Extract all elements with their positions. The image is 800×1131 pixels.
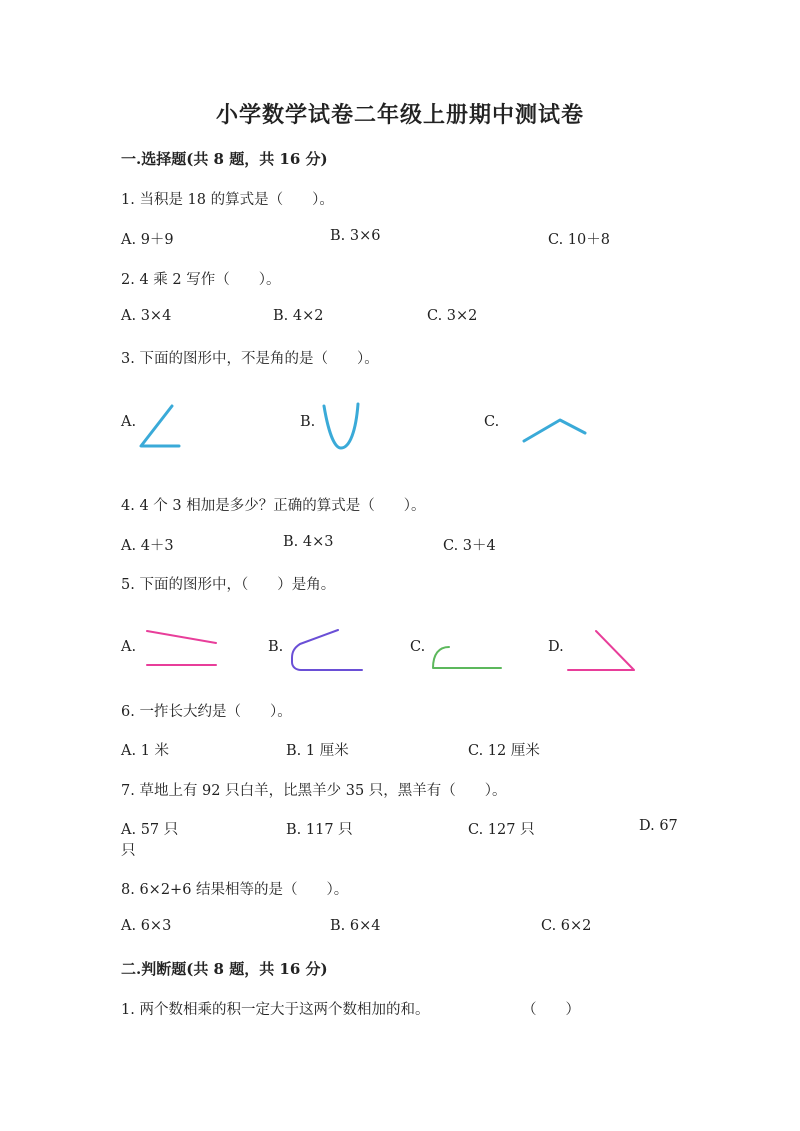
question-4-option-a: A. 4＋3 [121, 538, 174, 554]
question-3: 3. 下面的图形中，不是角的是（ ）。 [121, 351, 379, 367]
question-5-option-c: C. [410, 639, 426, 655]
page-title: 小学数学试卷二年级上册期中测试卷 [215, 102, 584, 128]
question-1: 1. 当积是 18 的算式是（ ）。 [121, 192, 334, 208]
u-curve-shape [318, 400, 368, 455]
question-3-option-a: A. [121, 414, 137, 430]
question-7-option-b: B. 117 只 [286, 822, 353, 838]
curved-corner-shape [286, 624, 368, 674]
question-6-option-c: C. 12 厘米 [468, 743, 540, 759]
question-7: 7. 草地上有 92 只白羊，比黑羊少 35 只，黑羊有（ ）。 [121, 783, 507, 799]
question-7-option-a: A. 57 只 [121, 822, 179, 838]
question-8: 8. 6×2+6 结果相等的是（ ）。 [121, 882, 349, 898]
question-4-option-b: B. 4×3 [283, 534, 334, 550]
question-1-option-b: B. 3×6 [330, 228, 381, 244]
two-lines-shape [142, 626, 224, 671]
question-2-option-c: C. 3×2 [427, 308, 478, 324]
question-2-option-b: B. 4×2 [273, 308, 324, 324]
question-7-option-c: C. 127 只 [468, 822, 535, 838]
question-2: 2. 4 乘 2 写作（ ）。 [121, 272, 281, 288]
judgement-question-1-blank: （ ） [522, 1002, 580, 1018]
question-5-option-a: A. [121, 639, 137, 655]
question-4: 4. 4 个 3 相加是多少？正确的算式是（ ）。 [121, 498, 426, 514]
question-6-option-a: A. 1 米 [121, 743, 170, 759]
open-angle-shape [518, 412, 593, 447]
question-1-option-a: A. 9＋9 [121, 232, 174, 248]
question-5-option-d: D. [548, 639, 564, 655]
question-3-option-c: C. [484, 414, 500, 430]
question-5: 5. 下面的图形中，（ ）是角。 [121, 577, 336, 593]
question-5-option-b: B. [268, 639, 284, 655]
question-7-option-d-wrap: 只 [121, 843, 136, 859]
section-heading-judgement: 二.判断题(共 8 题，共 16 分) [121, 960, 328, 978]
question-6: 6. 一拃长大约是（ ）。 [121, 704, 292, 720]
question-8-option-b: B. 6×4 [330, 918, 381, 934]
question-6-option-b: B. 1 厘米 [286, 743, 349, 759]
question-8-option-c: C. 6×2 [541, 918, 592, 934]
question-1-option-c: C. 10＋8 [548, 232, 610, 248]
question-7-option-d: D. 67 [639, 818, 678, 834]
section-heading-choice: 一.选择题(共 8 题，共 16 分) [121, 150, 328, 168]
question-3-option-b: B. [300, 414, 316, 430]
angle-shape [562, 626, 642, 676]
question-8-option-a: A. 6×3 [121, 918, 172, 934]
question-4-option-c: C. 3＋4 [443, 538, 496, 554]
straight-angle-shape [130, 400, 190, 455]
judgement-question-1: 1. 两个数相乘的积一定大于这两个数相加的和。 [121, 1002, 430, 1018]
question-2-option-a: A. 3×4 [121, 308, 172, 324]
arc-line-shape [427, 638, 507, 674]
